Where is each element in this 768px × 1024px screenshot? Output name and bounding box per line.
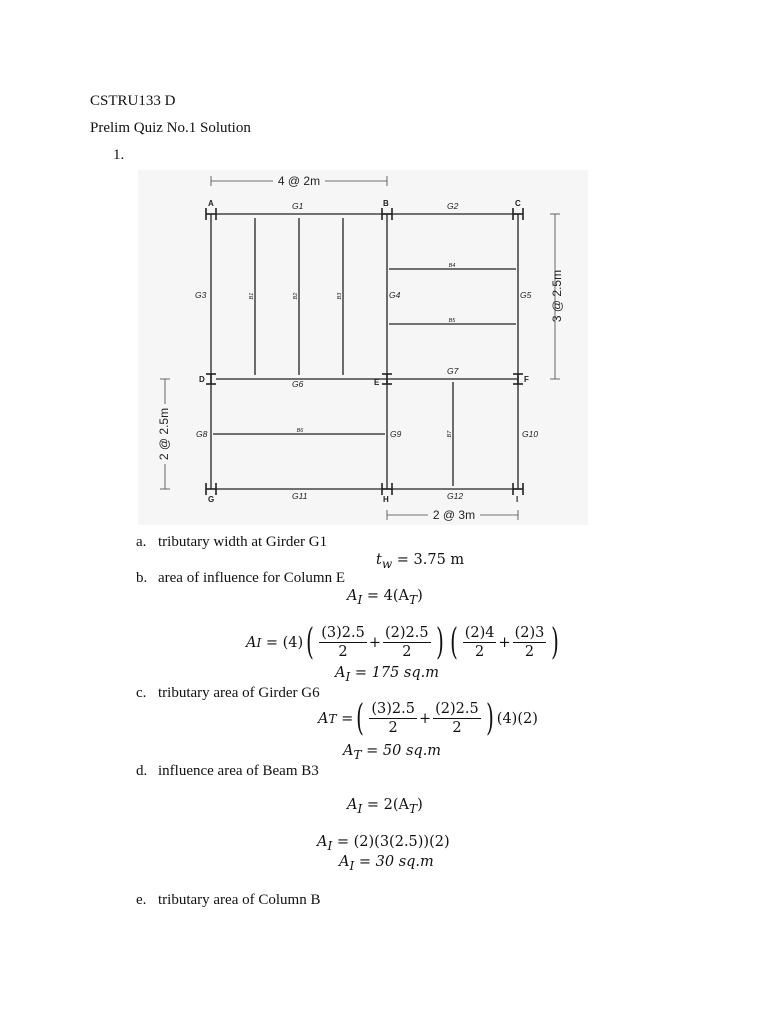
question-a-equation: $t_w = 3.75$ m <box>376 552 465 571</box>
dim-right-label: 3 @ 2.5m <box>550 269 564 323</box>
girder-g8-label: G8 <box>196 429 208 439</box>
dim-bottom-label: 2 @ 3m <box>432 508 476 522</box>
question-c-letter: c. <box>136 685 147 701</box>
girder-g1-label: G1 <box>292 201 304 211</box>
node-a-label: A <box>208 199 214 208</box>
question-b-equation-2: A I = (4) ( $\frac{(3)2.5}{2}$ + $\frac{(2)2.5}{2}$ ) ( $\frac{(2)4}{2}$ + $\frac{(2)3}{2}$ ) <box>246 621 560 663</box>
beam-b7-label: B7 <box>447 430 453 438</box>
question-e-letter: e. <box>136 892 147 908</box>
question-d-text: influence area of Beam B3 <box>158 763 319 779</box>
girder-g9-label: G9 <box>390 429 402 439</box>
node-b-label: B <box>383 199 389 208</box>
node-d-label: D <box>199 375 205 384</box>
question-d-letter: d. <box>136 763 148 779</box>
node-c-label: C <box>515 199 521 208</box>
girder-g10-label: G10 <box>522 429 539 439</box>
girder-g6-label: G6 <box>292 379 304 389</box>
question-b-letter: b. <box>136 570 148 586</box>
question-e-text: tributary area of Column B <box>158 892 321 908</box>
question-b-equation-3: $A_I = 175$ sq.m <box>335 665 440 684</box>
dim-top-label: 4 @ 2m <box>277 174 321 188</box>
question-a-text: tributary width at Girder G1 <box>158 534 328 550</box>
beam-b4-label: B4 <box>448 263 456 269</box>
framing-plan-svg <box>138 170 588 525</box>
girder-g3-label: G3 <box>195 290 207 300</box>
question-a-letter: a. <box>136 534 147 550</box>
node-f-label: F <box>524 375 529 384</box>
beam-b5-label: B5 <box>448 318 456 324</box>
girder-g11-label: G11 <box>292 491 308 501</box>
girder-g5-label: G5 <box>520 290 532 300</box>
item-number: 1. <box>113 147 125 163</box>
dim-left-label: 2 @ 2.5m <box>157 407 171 461</box>
question-d-equation-1: $A_I = 2(A_T)$ <box>347 797 423 816</box>
question-b-equation-1: $A_I = 4(A_T)$ <box>347 588 423 607</box>
beam-b3-label: B3 <box>337 292 343 300</box>
node-g-label: G <box>208 495 215 504</box>
course-code: CSTRU133 D <box>90 93 176 109</box>
question-c-text: tributary area of Girder G6 <box>158 685 320 701</box>
girder-g4-label: G4 <box>389 290 401 300</box>
page-title: Prelim Quiz No.1 Solution <box>90 120 251 136</box>
question-b-text: area of influence for Column E <box>158 570 346 586</box>
node-e-label: E <box>374 378 380 387</box>
node-h-label: H <box>383 495 389 504</box>
girder-g2-label: G2 <box>447 201 459 211</box>
question-c-equation-2: $A_T = 50$ sq.m <box>343 743 442 762</box>
question-d-equation-2: $A_I = (2)(3(2.5))(2)$ <box>317 834 450 853</box>
question-c-equation-1: A T = ( $\frac{(3)2.5}{2}$ + $\frac{(2)2.5}{2}$ ) (4)(2) <box>318 697 538 739</box>
column-d-icon <box>206 374 216 384</box>
beam-b6-label: B6 <box>296 428 304 434</box>
beam-b1-label: B1 <box>249 292 255 300</box>
framing-plan-figure <box>138 170 588 525</box>
girder-g7-label: G7 <box>447 366 459 376</box>
question-d-equation-3: $A_I = 30$ sq.m <box>339 854 434 873</box>
beam-b2-label: B2 <box>293 292 299 300</box>
node-i-label: I <box>516 495 519 504</box>
girder-g12-label: G12 <box>447 491 464 501</box>
